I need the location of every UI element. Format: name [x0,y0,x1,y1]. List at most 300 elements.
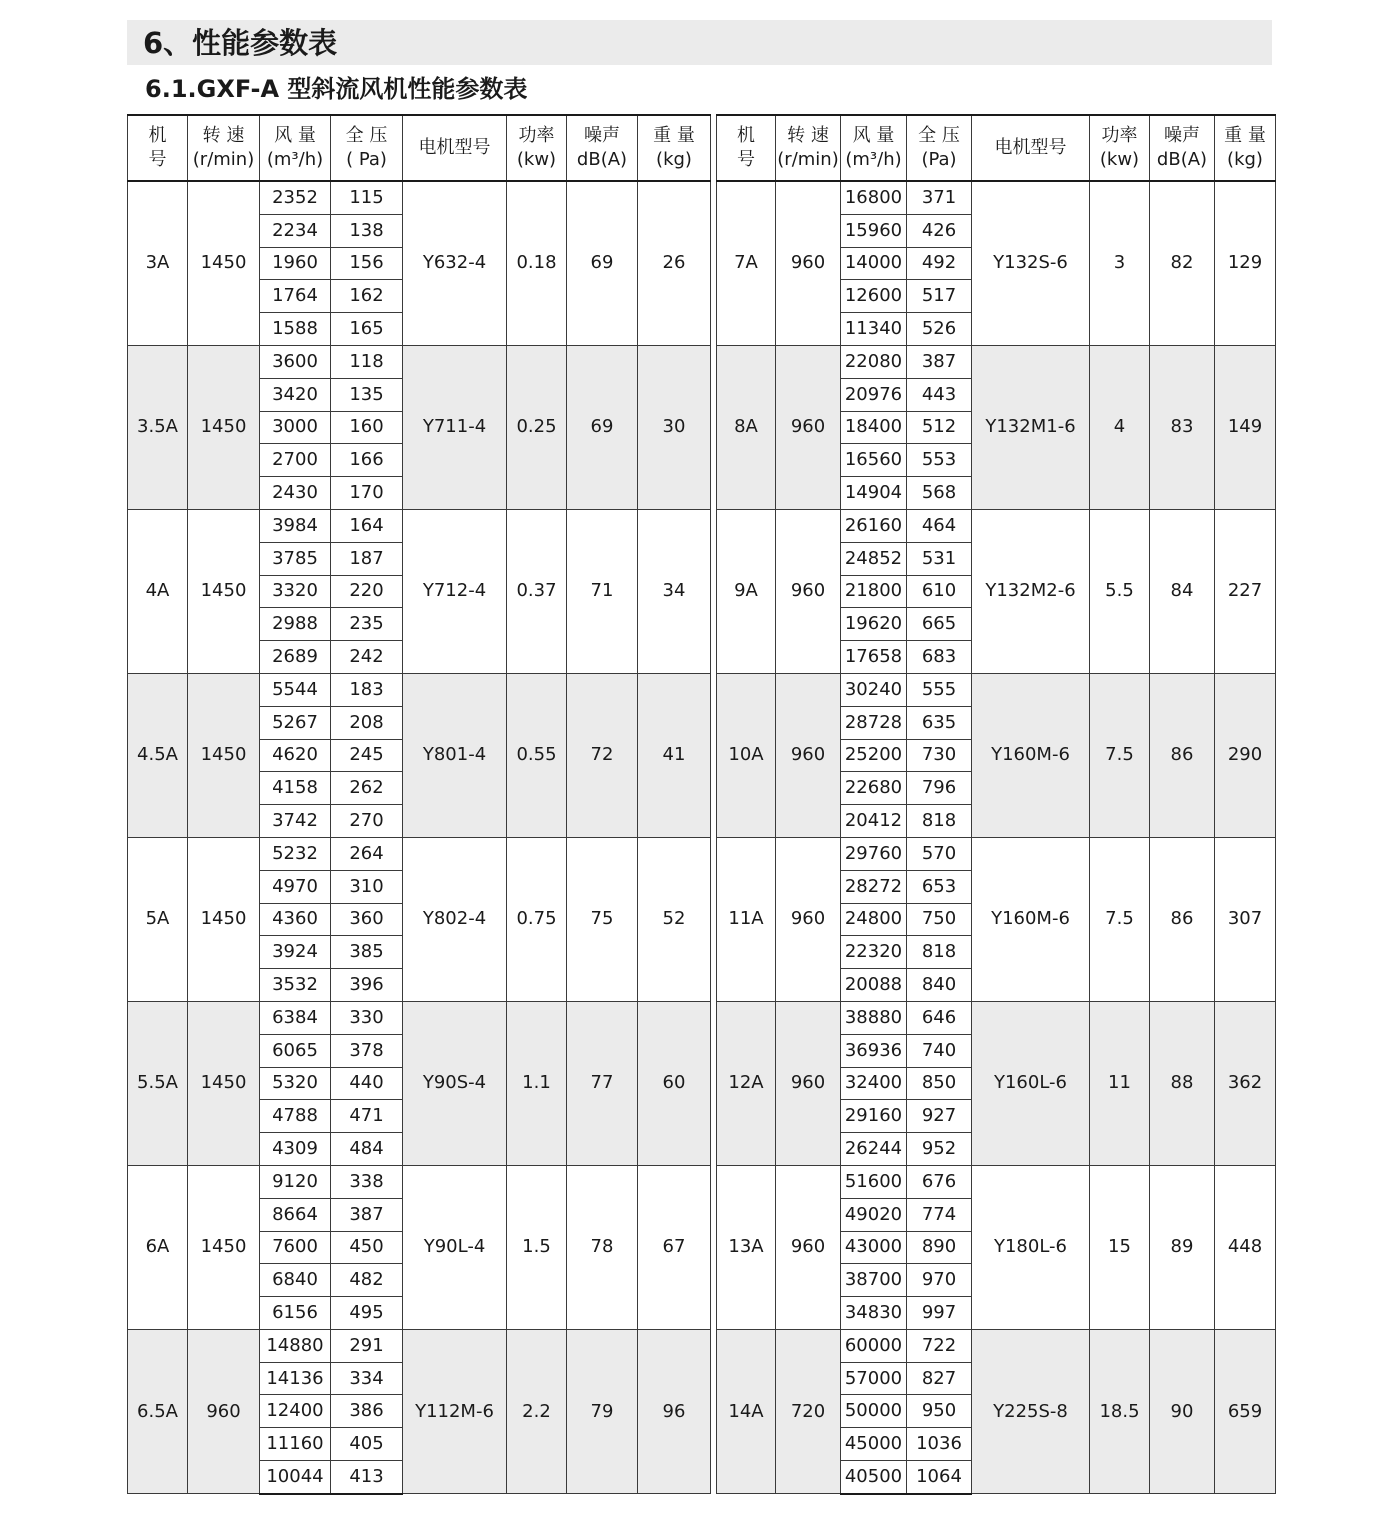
total-pressure-cell: 156 [331,247,403,280]
table-row [717,837,1276,870]
total-pressure-cell: 440 [331,1067,403,1100]
air-volume-cell: 20976 [841,378,907,411]
air-volume-cell: 57000 [841,1362,907,1395]
machine-no-cell: 12A [717,1001,776,1165]
motor-model-cell: Y90S-4 [403,1001,507,1165]
speed-cell: 1450 [188,509,260,673]
noise-cell: 75 [567,837,638,1001]
total-pressure-cell: 387 [331,1198,403,1231]
table-header-row [717,115,1276,181]
table-row [128,181,711,214]
total-pressure-cell: 235 [331,608,403,641]
total-pressure-cell: 208 [331,706,403,739]
machine-no-cell: 9A [717,509,776,673]
air-volume-cell: 3785 [260,542,331,575]
motor-model-cell: Y112M-6 [403,1329,507,1493]
power-cell: 0.25 [507,345,567,509]
air-volume-cell: 1588 [260,313,331,346]
motor-model-cell: Y180L-6 [972,1165,1090,1329]
noise-cell: 77 [567,1001,638,1165]
air-volume-cell: 14880 [260,1329,331,1362]
weight-cell: 34 [638,509,711,673]
header-speed [188,115,260,181]
speed-cell: 1450 [188,345,260,509]
machine-no-cell: 3.5A [128,345,188,509]
header-label: 转 速 [787,125,829,146]
air-volume-cell: 4158 [260,772,331,805]
total-pressure-cell: 553 [907,444,972,477]
total-pressure-cell: 291 [331,1329,403,1362]
header-label: 功率 [518,125,555,146]
noise-cell: 78 [567,1165,638,1329]
motor-model-cell: Y132M2-6 [972,509,1090,673]
total-pressure-cell: 740 [907,1034,972,1067]
noise-cell: 84 [1150,509,1215,673]
air-volume-cell: 14136 [260,1362,331,1395]
total-pressure-cell: 796 [907,772,972,805]
weight-cell: 41 [638,673,711,837]
power-cell: 1.1 [507,1001,567,1165]
total-pressure-cell: 387 [907,345,972,378]
total-pressure-cell: 164 [331,509,403,542]
total-pressure-cell: 555 [907,673,972,706]
total-pressure-cell: 450 [331,1231,403,1264]
total-pressure-cell: 264 [331,837,403,870]
header-label: 电机型号 [418,137,491,158]
header-label: 重 量 [653,125,695,146]
air-volume-cell: 3984 [260,509,331,542]
table-header-row [128,115,711,181]
total-pressure-cell: 827 [907,1362,972,1395]
motor-model-cell: Y132M1-6 [972,345,1090,509]
air-volume-cell: 21800 [841,575,907,608]
header-unit: (kw) [516,149,557,170]
air-volume-cell: 5544 [260,673,331,706]
section-title: 6、性能参数表 [143,26,338,60]
header-label: 噪声 [1164,125,1200,146]
total-pressure-cell: 890 [907,1231,972,1264]
header-noise [567,115,638,181]
total-pressure-cell: 443 [907,378,972,411]
total-pressure-cell: 653 [907,870,972,903]
speed-cell: 1450 [188,673,260,837]
header-total-pressure [907,115,972,181]
header-label: 风 量 [274,125,316,146]
weight-cell: 67 [638,1165,711,1329]
air-volume-cell: 8664 [260,1198,331,1231]
power-cell: 3 [1090,181,1150,345]
total-pressure-cell: 750 [907,903,972,936]
air-volume-cell: 60000 [841,1329,907,1362]
motor-model-cell: Y712-4 [403,509,507,673]
machine-no-cell: 11A [717,837,776,1001]
weight-cell: 448 [1215,1165,1276,1329]
weight-cell: 290 [1215,673,1276,837]
total-pressure-cell: 818 [907,805,972,838]
air-volume-cell: 49020 [841,1198,907,1231]
total-pressure-cell: 850 [907,1067,972,1100]
total-pressure-cell: 385 [331,936,403,969]
total-pressure-cell: 517 [907,280,972,313]
total-pressure-cell: 646 [907,1001,972,1034]
air-volume-cell: 1960 [260,247,331,280]
total-pressure-cell: 118 [331,345,403,378]
header-total-pressure [331,115,403,181]
air-volume-cell: 38880 [841,1001,907,1034]
air-volume-cell: 19620 [841,608,907,641]
total-pressure-cell: 495 [331,1297,403,1330]
power-cell: 4 [1090,345,1150,509]
air-volume-cell: 3532 [260,969,331,1002]
table-row [128,1165,711,1198]
speed-cell: 1450 [188,1001,260,1165]
air-volume-cell: 3924 [260,936,331,969]
total-pressure-cell: 371 [907,181,972,214]
air-volume-cell: 43000 [841,1231,907,1264]
speed-cell: 960 [776,837,841,1001]
table-row [128,673,711,706]
table-row [128,837,711,870]
power-cell: 15 [1090,1165,1150,1329]
total-pressure-cell: 482 [331,1264,403,1297]
header-unit: (r/min) [777,149,839,170]
total-pressure-cell: 187 [331,542,403,575]
total-pressure-cell: 242 [331,641,403,674]
total-pressure-cell: 818 [907,936,972,969]
noise-cell: 79 [567,1329,638,1493]
speed-cell: 960 [776,1001,841,1165]
total-pressure-cell: 378 [331,1034,403,1067]
total-pressure-cell: 774 [907,1198,972,1231]
header-unit: ( Pa) [346,149,387,170]
total-pressure-cell: 413 [331,1461,403,1494]
air-volume-cell: 34830 [841,1297,907,1330]
motor-model-cell: Y160M-6 [972,673,1090,837]
air-volume-cell: 3742 [260,805,331,838]
motor-model-cell: Y160L-6 [972,1001,1090,1165]
total-pressure-cell: 334 [331,1362,403,1395]
air-volume-cell: 14000 [841,247,907,280]
header-unit: (kg) [656,149,692,170]
weight-cell: 149 [1215,345,1276,509]
header-power [507,115,567,181]
speed-cell: 960 [776,345,841,509]
air-volume-cell: 4620 [260,739,331,772]
air-volume-cell: 6156 [260,1297,331,1330]
total-pressure-cell: 170 [331,477,403,510]
power-cell: 0.55 [507,673,567,837]
noise-cell: 71 [567,509,638,673]
total-pressure-cell: 135 [331,378,403,411]
total-pressure-cell: 270 [331,805,403,838]
power-cell: 0.75 [507,837,567,1001]
total-pressure-cell: 386 [331,1395,403,1428]
header-label: 噪声 [584,125,620,146]
air-volume-cell: 28728 [841,706,907,739]
air-volume-cell: 22080 [841,345,907,378]
header-noise [1150,115,1215,181]
total-pressure-cell: 970 [907,1264,972,1297]
noise-cell: 88 [1150,1001,1215,1165]
table-row [128,1329,711,1362]
table-row [717,673,1276,706]
air-volume-cell: 18400 [841,411,907,444]
total-pressure-cell: 950 [907,1395,972,1428]
air-volume-cell: 4970 [260,870,331,903]
header-speed [776,115,841,181]
header-machine-no [717,115,776,181]
air-volume-cell: 29760 [841,837,907,870]
motor-model-cell: Y160M-6 [972,837,1090,1001]
header-weight [1215,115,1276,181]
air-volume-cell: 32400 [841,1067,907,1100]
noise-cell: 69 [567,181,638,345]
air-volume-cell: 22320 [841,936,907,969]
air-volume-cell: 10044 [260,1461,331,1494]
header-label: 机 [737,125,755,146]
air-volume-cell: 36936 [841,1034,907,1067]
table-row [717,509,1276,542]
header-unit: dB(A) [1156,149,1208,170]
machine-no-cell: 6.5A [128,1329,188,1493]
air-volume-cell: 50000 [841,1395,907,1428]
air-volume-cell: 6840 [260,1264,331,1297]
speed-cell: 720 [776,1329,841,1493]
speed-cell: 1450 [188,837,260,1001]
air-volume-cell: 6384 [260,1001,331,1034]
motor-model-cell: Y132S-6 [972,181,1090,345]
total-pressure-cell: 610 [907,575,972,608]
performance-table-right [716,114,1276,1495]
noise-cell: 90 [1150,1329,1215,1493]
air-volume-cell: 20088 [841,969,907,1002]
air-volume-cell: 15960 [841,214,907,247]
weight-cell: 60 [638,1001,711,1165]
power-cell: 7.5 [1090,837,1150,1001]
air-volume-cell: 29160 [841,1100,907,1133]
total-pressure-cell: 492 [907,247,972,280]
machine-no-cell: 4.5A [128,673,188,837]
noise-cell: 89 [1150,1165,1215,1329]
total-pressure-cell: 730 [907,739,972,772]
motor-model-cell: Y90L-4 [403,1165,507,1329]
header-motor-model [972,115,1090,181]
table-row [128,345,711,378]
table-row [717,181,1276,214]
air-volume-cell: 24800 [841,903,907,936]
air-volume-cell: 11340 [841,313,907,346]
total-pressure-cell: 635 [907,706,972,739]
header-machine-no [128,115,188,181]
total-pressure-cell: 360 [331,903,403,936]
machine-no-cell: 10A [717,673,776,837]
table-row [128,1001,711,1034]
header-power [1090,115,1150,181]
power-cell: 0.18 [507,181,567,345]
total-pressure-cell: 405 [331,1428,403,1461]
header-unit: dB(A) [576,149,628,170]
weight-cell: 362 [1215,1001,1276,1165]
air-volume-cell: 4788 [260,1100,331,1133]
header-unit: (r/min) [192,149,255,170]
weight-cell: 659 [1215,1329,1276,1493]
header-label: 全 压 [918,125,960,146]
total-pressure-cell: 568 [907,477,972,510]
weight-cell: 129 [1215,181,1276,345]
air-volume-cell: 38700 [841,1264,907,1297]
air-volume-cell: 26160 [841,509,907,542]
power-cell: 5.5 [1090,509,1150,673]
air-volume-cell: 16560 [841,444,907,477]
total-pressure-cell: 310 [331,870,403,903]
total-pressure-cell: 138 [331,214,403,247]
air-volume-cell: 26244 [841,1133,907,1166]
total-pressure-cell: 245 [331,739,403,772]
speed-cell: 1450 [188,1165,260,1329]
header-label: 电机型号 [994,137,1067,158]
header-unit: (m³/h) [845,149,902,170]
air-volume-cell: 25200 [841,739,907,772]
air-volume-cell: 11160 [260,1428,331,1461]
header-unit: (m³/h) [266,149,324,170]
total-pressure-cell: 115 [331,181,403,214]
motor-model-cell: Y632-4 [403,181,507,345]
machine-no-cell: 14A [717,1329,776,1493]
weight-cell: 30 [638,345,711,509]
total-pressure-cell: 183 [331,673,403,706]
total-pressure-cell: 160 [331,411,403,444]
total-pressure-cell: 162 [331,280,403,313]
air-volume-cell: 5320 [260,1067,331,1100]
total-pressure-cell: 330 [331,1001,403,1034]
weight-cell: 96 [638,1329,711,1493]
total-pressure-cell: 952 [907,1133,972,1166]
header-motor-model [403,115,507,181]
speed-cell: 1450 [188,181,260,345]
total-pressure-cell: 338 [331,1165,403,1198]
air-volume-cell: 45000 [841,1428,907,1461]
header-weight [638,115,711,181]
total-pressure-cell: 426 [907,214,972,247]
total-pressure-cell: 396 [331,969,403,1002]
air-volume-cell: 12400 [260,1395,331,1428]
machine-no-cell: 7A [717,181,776,345]
air-volume-cell: 12600 [841,280,907,313]
table-row [717,1001,1276,1034]
total-pressure-cell: 526 [907,313,972,346]
air-volume-cell: 3320 [260,575,331,608]
machine-no-cell: 6A [128,1165,188,1329]
total-pressure-cell: 840 [907,969,972,1002]
air-volume-cell: 2689 [260,641,331,674]
air-volume-cell: 3600 [260,345,331,378]
motor-model-cell: Y711-4 [403,345,507,509]
noise-cell: 72 [567,673,638,837]
air-volume-cell: 5232 [260,837,331,870]
air-volume-cell: 30240 [841,673,907,706]
table-row [717,1329,1276,1362]
speed-cell: 960 [188,1329,260,1493]
power-cell: 0.37 [507,509,567,673]
motor-model-cell: Y225S-8 [972,1329,1090,1493]
air-volume-cell: 3000 [260,411,331,444]
weight-cell: 227 [1215,509,1276,673]
total-pressure-cell: 683 [907,641,972,674]
noise-cell: 86 [1150,673,1215,837]
air-volume-cell: 51600 [841,1165,907,1198]
air-volume-cell: 7600 [260,1231,331,1264]
performance-table-left [127,114,711,1495]
air-volume-cell: 16800 [841,181,907,214]
air-volume-cell: 22680 [841,772,907,805]
header-unit: 号 [148,149,167,170]
air-volume-cell: 40500 [841,1461,907,1494]
air-volume-cell: 2700 [260,444,331,477]
table-row [717,345,1276,378]
total-pressure-cell: 1064 [907,1461,972,1494]
machine-no-cell: 8A [717,345,776,509]
air-volume-cell: 17658 [841,641,907,674]
power-cell: 11 [1090,1001,1150,1165]
header-unit: 号 [737,149,755,170]
machine-no-cell: 5A [128,837,188,1001]
air-volume-cell: 14904 [841,477,907,510]
total-pressure-cell: 570 [907,837,972,870]
air-volume-cell: 1764 [260,280,331,313]
noise-cell: 86 [1150,837,1215,1001]
speed-cell: 960 [776,673,841,837]
air-volume-cell: 24852 [841,542,907,575]
noise-cell: 69 [567,345,638,509]
machine-no-cell: 13A [717,1165,776,1329]
weight-cell: 52 [638,837,711,1001]
speed-cell: 960 [776,181,841,345]
total-pressure-cell: 484 [331,1133,403,1166]
weight-cell: 26 [638,181,711,345]
speed-cell: 960 [776,509,841,673]
motor-model-cell: Y802-4 [403,837,507,1001]
total-pressure-cell: 165 [331,313,403,346]
total-pressure-cell: 927 [907,1100,972,1133]
total-pressure-cell: 722 [907,1329,972,1362]
power-cell: 2.2 [507,1329,567,1493]
power-cell: 18.5 [1090,1329,1150,1493]
air-volume-cell: 4309 [260,1133,331,1166]
total-pressure-cell: 665 [907,608,972,641]
air-volume-cell: 2234 [260,214,331,247]
air-volume-cell: 3420 [260,378,331,411]
power-cell: 7.5 [1090,673,1150,837]
air-volume-cell: 2430 [260,477,331,510]
air-volume-cell: 2988 [260,608,331,641]
total-pressure-cell: 166 [331,444,403,477]
total-pressure-cell: 471 [331,1100,403,1133]
total-pressure-cell: 531 [907,542,972,575]
air-volume-cell: 6065 [260,1034,331,1067]
air-volume-cell: 20412 [841,805,907,838]
air-volume-cell: 28272 [841,870,907,903]
total-pressure-cell: 512 [907,411,972,444]
weight-cell: 307 [1215,837,1276,1001]
power-cell: 1.5 [507,1165,567,1329]
total-pressure-cell: 997 [907,1297,972,1330]
air-volume-cell: 9120 [260,1165,331,1198]
machine-no-cell: 5.5A [128,1001,188,1165]
table-title: 6.1.GXF-A 型斜流风机性能参数表 [145,75,528,103]
header-label: 机 [148,125,167,146]
air-volume-cell: 5267 [260,706,331,739]
header-label: 重 量 [1224,125,1266,146]
